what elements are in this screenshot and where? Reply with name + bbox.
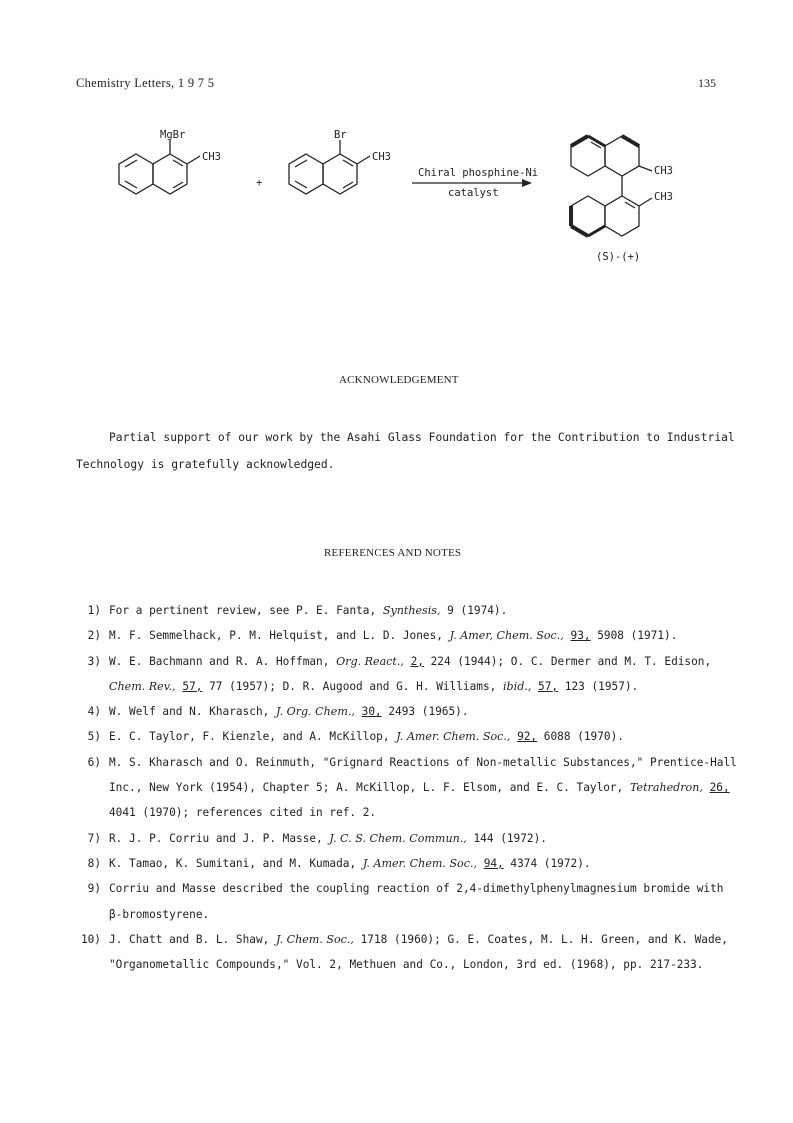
reference-number: 5)	[87, 730, 101, 744]
references-heading: REFERENCES AND NOTES	[324, 547, 462, 559]
naphthalene-structure-2	[289, 140, 370, 194]
ref-text: For a pertinent review, see P. E. Fanta,	[109, 604, 383, 617]
ref-text: "Organometallic Compounds," Vol. 2, Methuen and Co., London, 3rd ed. (1968), pp. 217-233.	[109, 958, 704, 972]
journal-name: ibid.,	[503, 679, 532, 693]
methyl-label-1: CH3	[202, 151, 221, 163]
arrow-label-below: catalyst	[448, 187, 499, 199]
volume-number: 26,	[709, 781, 730, 795]
reference-item	[76, 699, 726, 724]
volume-number: 94,	[483, 856, 504, 870]
journal-name: J. Amer. Chem. Soc.,	[362, 856, 477, 870]
acknowledgement-line-1: Partial support of our work by the Asahi Glass Foundation for the Contribution to Industrial	[109, 431, 735, 444]
volume-number: 92,	[517, 730, 538, 744]
ref-text: E. C. Taylor, F. Kienzle, and A. McKillop,	[109, 730, 397, 744]
ref-text: 224 (1944); O. C. Dermer and M. T. Edison,	[423, 654, 712, 668]
ref-text: W. E. Bachmann and R. A. Hoffman,	[109, 654, 337, 668]
reference-item	[76, 724, 726, 749]
reference-item	[76, 927, 726, 978]
reference-number: 7)	[87, 831, 101, 845]
ref-text: 5908 (1971).	[590, 629, 678, 643]
reference-item	[76, 826, 726, 851]
mgbr-label: MgBr	[160, 129, 186, 141]
journal-name: Synthesis,	[382, 604, 441, 617]
ref-text: 4374 (1972).	[503, 856, 591, 870]
volume-number: 2,	[410, 654, 424, 668]
binaphthyl-structure	[571, 136, 652, 236]
ref-text: 1718 (1960); G. E. Coates, M. L. H. Green, and K. Wade,	[353, 932, 728, 946]
reference-number: 2)	[87, 629, 101, 643]
ref-text: 4041 (1970); references cited in ref. 2.	[109, 806, 377, 820]
volume-number: 93,	[570, 629, 591, 643]
arrow-head	[522, 179, 532, 187]
ref-text: M. F. Semmelhack, P. M. Helquist, and L. D. Jones,	[109, 629, 450, 643]
reference-number: 10)	[80, 932, 101, 946]
page-number: 135	[698, 76, 716, 90]
reference-item	[76, 851, 726, 876]
volume-number: 57,	[182, 679, 203, 693]
journal-name: J. Chem. Soc.,	[275, 932, 354, 946]
volume-number: 30,	[361, 705, 382, 719]
references-list	[76, 598, 737, 977]
br-label: Br	[334, 129, 347, 141]
arrow-label-above: Chiral phosphine-Ni	[418, 167, 539, 179]
journal-name: J. Org. Chem.,	[275, 705, 355, 719]
ref-text: 9 (1974).	[440, 604, 508, 617]
ref-text: W. Welf and N. Kharasch,	[109, 705, 276, 719]
journal-name: J. Amer. Chem. Soc.,	[396, 730, 511, 744]
reference-item	[76, 750, 737, 826]
acknowledgement-heading: ACKNOWLEDGEMENT	[339, 374, 459, 386]
journal-header: Chemistry Letters, 1 9 7 5	[76, 76, 215, 90]
volume-number: 57,	[538, 679, 559, 693]
reference-item	[76, 623, 726, 648]
reference-item	[76, 598, 726, 623]
reference-item	[76, 649, 726, 700]
ref-text: 77 (1957); D. R. Augood and G. H. Williams,	[202, 679, 503, 693]
methyl-label-2: CH3	[372, 151, 391, 163]
journal-name: J. Amer, Chem. Soc.,	[449, 629, 564, 643]
journal-name: Tetrahedron,	[629, 781, 703, 795]
reference-number: 8)	[87, 856, 101, 870]
product-methyl-bottom: CH3	[654, 191, 673, 203]
ref-text: Corriu and Masse described the coupling reaction of 2,4-dimethylphenylmagnesium bromide with	[109, 882, 724, 896]
ref-text: β-bromostyrene.	[109, 907, 210, 921]
ref-text: Inc., New York (1954), Chapter 5; A. McKillop, L. F. Elsom, and E. C. Taylor,	[109, 781, 630, 795]
plus-sign: +	[256, 177, 263, 189]
reference-number: 9)	[87, 882, 101, 896]
journal-name: Chem. Rev.,	[109, 679, 176, 693]
ref-text: K. Tamao, K. Sumitani, and M. Kumada,	[109, 856, 363, 870]
ref-text: R. J. P. Corriu and J. P. Masse,	[109, 831, 330, 845]
ref-text: 144 (1972).	[466, 831, 547, 845]
product-methyl-top: CH3	[654, 165, 673, 177]
reference-number: 4)	[87, 705, 101, 719]
reference-number: 3)	[87, 654, 101, 668]
ref-text: 123 (1957).	[558, 679, 639, 693]
ref-text: 2493 (1965).	[381, 705, 469, 719]
ref-text: M. S. Kharasch and O. Reinmuth, "Grignard Reactions of Non-metallic Substances," Prentice-Hall	[109, 755, 737, 769]
acknowledgement-line-2: Technology is gratefully acknowledged.	[76, 458, 335, 471]
journal-name: Org. React.,	[336, 654, 404, 668]
reference-number: 1)	[87, 604, 101, 617]
journal-name: J. C. S. Chem. Commun.,	[329, 831, 467, 845]
acknowledgement-text	[76, 424, 736, 478]
reference-item	[76, 876, 726, 927]
product-stereo-label: (S)-(+)	[596, 251, 641, 263]
reaction-scheme	[110, 118, 710, 278]
ref-text: J. Chatt and B. L. Shaw,	[109, 932, 276, 946]
ref-text: 6088 (1970).	[537, 730, 624, 744]
reference-number: 6)	[87, 755, 101, 769]
naphthalene-structure-1	[119, 140, 200, 194]
